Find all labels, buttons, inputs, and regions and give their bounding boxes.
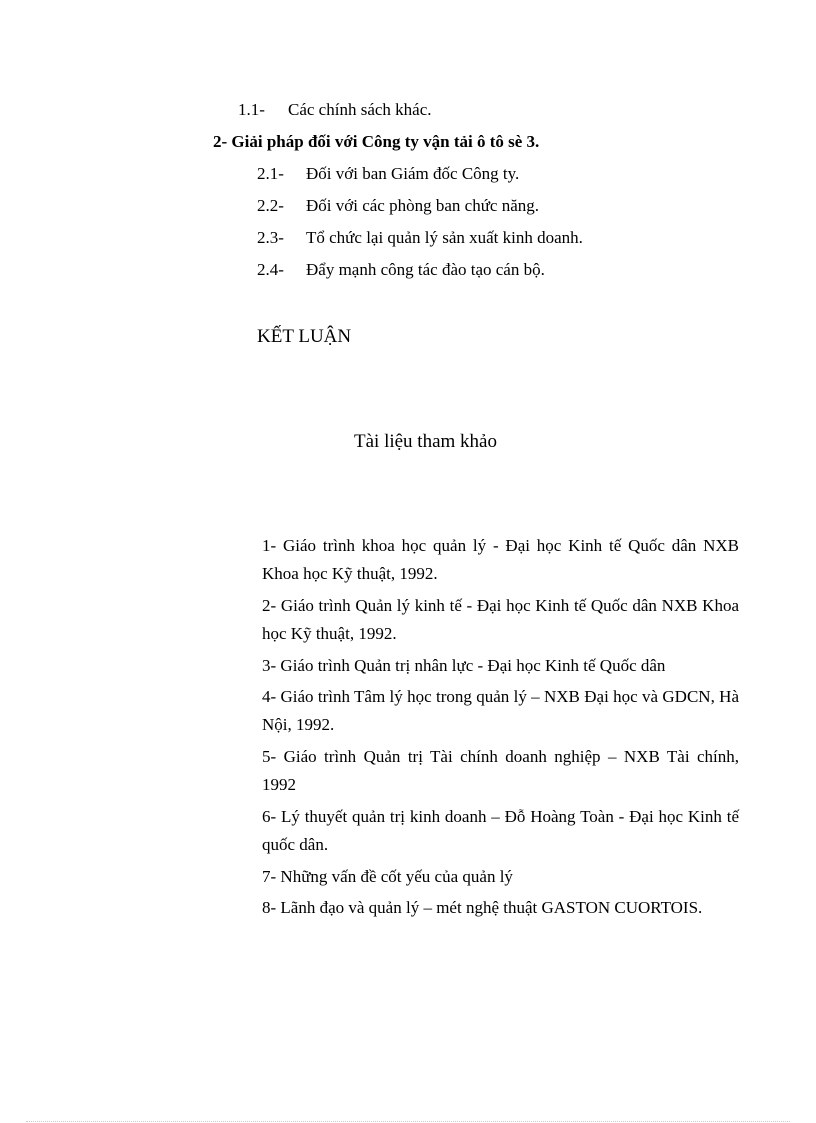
toc-text: Tổ chức lại quản lý sản xuất kinh doanh.: [306, 228, 583, 247]
toc-item-2-4: [257, 260, 545, 280]
toc-number: 2.3-: [257, 228, 284, 247]
reference-item: 8- Lãnh đạo và quản lý – mét nghệ thuật GASTON CUORTOIS.: [262, 898, 703, 917]
reference-item: 6- Lý thuyết quản trị kinh doanh – Đỗ Hoàng Toàn - Đại học Kinh tế quốc dân.: [262, 807, 739, 854]
page-bottom-divider: [26, 1121, 790, 1122]
toc-item-2: 2- Giải pháp đối với Công ty vận tải ô tô sè 3.: [213, 132, 540, 151]
references-heading: Tài liệu tham khảo: [354, 431, 497, 452]
reference-item: 3- Giáo trình Quản trị nhân lực - Đại học Kinh tế Quốc dân: [262, 656, 666, 675]
toc-text: Đối với ban Giám đốc Công ty.: [306, 164, 520, 183]
toc-text: Đối với các phòng ban chức năng.: [306, 196, 539, 215]
reference-item: 1- Giáo trình khoa học quản lý - Đại học Kinh tế Quốc dân NXB Khoa học Kỹ thuật, 1992.: [262, 536, 739, 583]
toc-text: Đẩy mạnh công tác đào tạo cán bộ.: [306, 260, 545, 279]
reference-item: 5- Giáo trình Quản trị Tài chính doanh nghiệp – NXB Tài chính, 1992: [262, 747, 739, 794]
toc-number: 2.1-: [257, 164, 284, 183]
reference-item: 4- Giáo trình Tâm lý học trong quản lý – NXB Đại học và GDCN, Hà Nội, 1992.: [262, 687, 739, 734]
reference-item: 7- Những vấn đề cốt yếu của quản lý: [262, 867, 513, 886]
conclusion-heading: KẾT LUẬN: [257, 326, 352, 347]
toc-number: 2.4-: [257, 260, 284, 279]
toc-text: Các chính sách khác.: [288, 100, 432, 119]
toc-item-2-2: [257, 196, 539, 216]
toc-number: 1.1-: [238, 100, 265, 119]
toc-number: 2.2-: [257, 196, 284, 215]
toc-item-1-1: [238, 100, 432, 120]
toc-item-2-3: [257, 228, 583, 248]
reference-item: 2- Giáo trình Quản lý kinh tế - Đại học Kinh tế Quốc dân NXB Khoa học Kỹ thuật, 1992.: [262, 596, 739, 643]
toc-item-2-1: [257, 164, 519, 184]
